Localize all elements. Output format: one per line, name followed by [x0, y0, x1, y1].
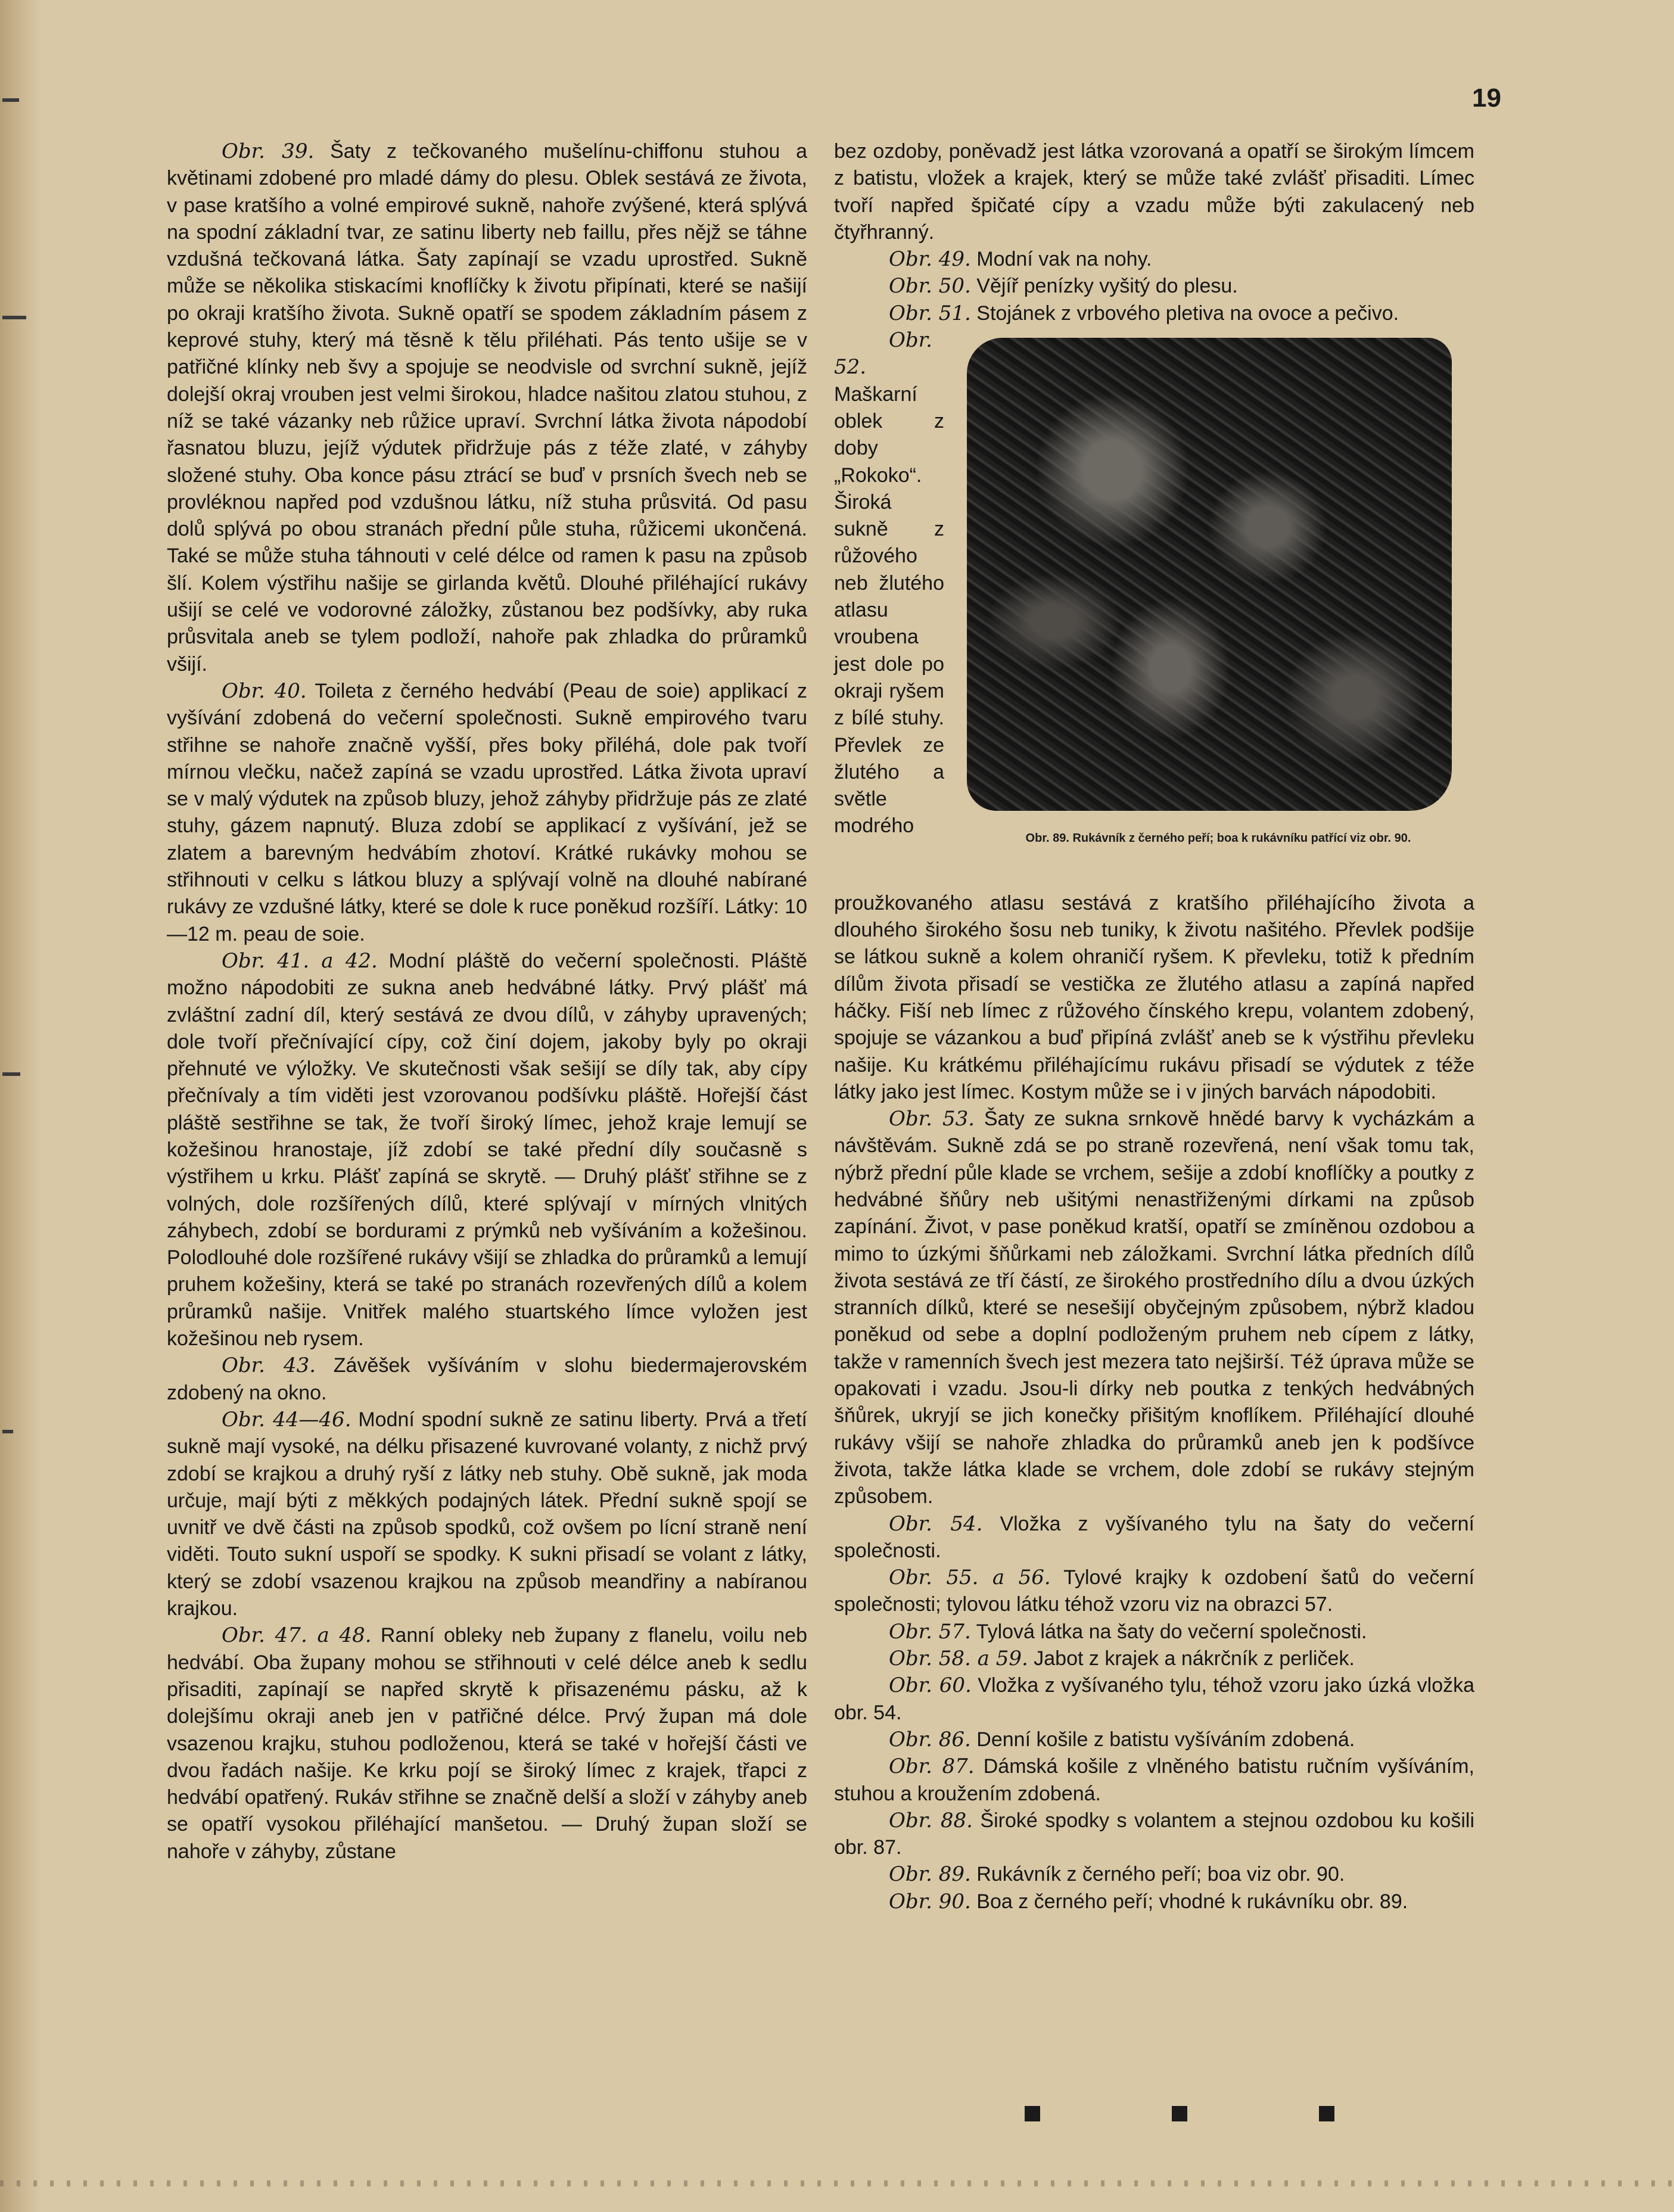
figure-reference: Obr. 87. — [889, 1754, 975, 1779]
square-ornament-icon — [1025, 2106, 1040, 2121]
figure-reference: Obr. 57. — [889, 1619, 971, 1644]
paragraph-obr-43 — [167, 1352, 807, 1407]
figure-reference: Obr. 40. — [222, 679, 307, 703]
square-ornament-icon — [1172, 2106, 1187, 2121]
left-column — [167, 138, 807, 1865]
paragraph-text: Vložka z vyšívaného tylu, téhož vzoru jako úzká vložka obr. 54. — [834, 1674, 1475, 1724]
paragraph-text: Tylové krajky k ozdobení šatů do večerní společnosti; tylovou látku téhož vzoru viz na obrazci 57. — [834, 1566, 1474, 1616]
figure-reference: Obr. 39. — [222, 139, 315, 163]
paragraph-obr-88 — [834, 1807, 1474, 1862]
paragraph-text: Tylová látka na šaty do večerní společnosti. — [970, 1620, 1367, 1643]
paragraph-text: Modní vak na nohy. — [970, 248, 1152, 271]
paragraph-text: Modní pláště do večerní společnosti. Pláště možno nápodobiti ze sukna aneb hedvábné látky. Prvý plášť má zvláštní zadní díl, který sestává ze dvou dílů, v záhyby upravených; dole tvoří přečnívající cípy, což činí dojem, jakoby byly po okraji přehnuté ve výložky. Ve skutečnosti však sešijí se díly tak, aby cípy přečnívaly a tím viděti jest vzorovanou podšívku pláště. Hořejší část pláště sestřihne se tak, že tvoří široký límec, jehož kraje lemují se kožešinou hranostaje, jíž zdobí se také přední díly současně s výstřihem u krku. Plášť zapíná se skrytě. — Druhý plášť střihne se z volných, dole rozšířených dílů, které splývají v mírných vlnitých záhybech, zdobí se bordurami z prýmků neb vyšíváním a kožešinou. Polodlouhé dole rozšířené rukávy všijí se zhladka do průramků a lemují pruhem kožešiny, která se také po stranách rozevřených dílů a kolem průramků našije. Vnitřek malého stuartského límce vyložen jest kožešinou neb rysem. — [167, 949, 807, 1351]
paragraph-text: Závěšek vyšíváním v slohu biedermajerovském zdobený na okno. — [167, 1354, 808, 1404]
paragraph-continued: bez ozdoby, poněvadž jest látka vzorovaná a opatří se širokým límcem z batistu, vložek a krajek, který se může také zvlášť přisaditi. Límec tvoří napřed špičaté cípy a vzadu může býti zakulacený neb čtyřhranný. — [834, 140, 1474, 244]
paragraph-obr-57 — [834, 1619, 1474, 1645]
paragraph-text: Modní spodní sukně ze satinu liberty. Prvá a třetí sukně mají vysoké, na délku přisazené kuvrované volanty, z nichž prvý zdobí se krajkou a druhý ryší z látky neb stuhy. Obě sukně, jak moda určuje, mají býti z měkkých podajných látek. Přední sukně spojí se uvnitř ve dvě části na způsob spodků, což ovšem po lícní straně není viděti. Touto sukní uspoří se spodky. K sukni přisadí se volant z látky, který se zdobí vsazenou krajkou na způsob meandřiny a nabíranou krajkou. — [167, 1408, 807, 1620]
paragraph-text: Boa z černého peří; vhodné k rukávníku obr. 89. — [970, 1890, 1408, 1913]
figure-reference: Obr. 41. a 42. — [222, 948, 378, 973]
figure-reference: Obr. 90. — [889, 1889, 971, 1914]
paragraph-obr-55-56 — [834, 1564, 1474, 1619]
paragraph-obr-89 — [834, 1861, 1474, 1888]
end-ornaments — [1025, 2106, 1334, 2121]
page-number: 19 — [1472, 83, 1501, 113]
figure-reference: Obr. 58. a 59. — [889, 1647, 1028, 1671]
paragraph-obr-49 — [834, 246, 1474, 273]
paragraph-obr-90 — [834, 1889, 1474, 1915]
paragraph-obr-86 — [834, 1726, 1474, 1753]
figure-reference: Obr. 60. — [889, 1673, 972, 1698]
figure-reference: Obr. 50. — [889, 274, 971, 298]
figure-reference: Obr. 52. — [834, 328, 932, 379]
figure-reference: Obr. 49. — [889, 247, 971, 272]
figure-reference: Obr. 88. — [889, 1808, 973, 1833]
paragraph-text: Šaty z tečkovaného mušelínu-chiffonu stuhou a květinami zdobené pro mladé dámy do plesu. Oblek sestává ze života, v pase kratšího a volné empirové sukně, nahoře zvýšené, která splývá na spodní základní tvar, ze satinu liberty neb faillu, přes nějž se táhne vzdušná tečkovaná látka. Šaty zapínají se vzadu uprostřed. Sukně může se několika stiskacími knoflíčky k životu připínati, které se našijí po okraji kratšího života. Sukně opatří se spodem základním pásem z keprové stuhy, který má těsně k tělu přiléhati. Pás tento ušije se v patřičné klínky neb švy a spojuje se neodvisle od svrchní sukně, jejíž dolejší okraj vrouben jest velmi širokou, hladce našitou zlatou stuhou, z níž se také vázanky neb růžice upraví. Svrchní látka života nápodobí řasnatou bluzu, jejíž výdutek přidržuje pás z téže zlaté, v záhyby složené stuhy. Oba konce pásu ztrácí se buď v prsních švech neb se provléknou napřed pod vzdušnou látku, níž stuha průsvitá. Od pasu dolů splývá po obou stranách přední půle stuha, růžicemi ukončená. Také se může stuha táhnouti v celé délce od ramen k pasu na způsob šlí. Kolem výstřihu našije se girlanda květů. Dlouhé přiléhající rukávy ušijí se celé ve vodorovné záložky, zůstanou bez podšívky, aby ruka průsvitala aneb se tylem podloží, nahoře pak zhladka do průramků všijí. — [167, 140, 808, 676]
figure-reference: Obr. 44—46. — [222, 1407, 351, 1432]
figure-reference: Obr. 47. a 48. — [222, 1623, 372, 1648]
paragraph-text: Ranní obleky neb župany z flanelu, voilu neb hedvábí. Oba župany mohou se střihnouti v celé délce aneb k sedlu přisaditi, zapínají se napřed skrytě k přisazenému pásku, až k dolejšímu okraji aneb jen v patřičné délce. Prvý župan má dole vsazenou krajku, stuhou podloženou, která se také v hořejší části ve dvou řadách našije. Ke krku pojí se široký límec z krajek, třapci z hedvábí opatřený. Rukáv střihne se značně delší a složí v záhyby aneb se opatří vysokou přiléhající manšetou. — Druhý župan složí se nahoře v záhyby, zůstane — [167, 1624, 807, 1863]
paragraph-obr-58-59 — [834, 1645, 1474, 1672]
paragraph-text: Vějíř penízky vyšitý do plesu. — [970, 275, 1238, 298]
figure-reference: Obr. 43. — [222, 1354, 316, 1378]
figure-89 — [962, 332, 1474, 880]
paragraph-obr-39 — [167, 138, 807, 678]
paragraph-text: Šaty ze sukna srnkově hnědé barvy k vycházkám a návštěvám. Sukně zdá se po straně rozevřená, není však tomu tak, nýbrž přední půle klade se vrchem, sešije a zdobí knoflíčky a poutky z hedvábné šňůry neb ušitými nenastřiženými dírkami na způsob zapínání. Život, v pase poněkud kratší, opatří se zmíněnou ozdobou a mimo to úzkými šňůrkami neb záložkami. Svrchní látka předních dílů života sestává ze tří částí, ze širokého prostředního dílu a dvou úzkých stranních dílků, které se nesešijí obyčejným způsobem, nýbrž kladou poněkud od sebe a doplní podloženým pruhem neb cípem z látky, takže v ramenních švech jest mezera tato nejširší. Též úprava může se opakovati i vzadu. Jsou-li dírky neb poutka z tenkých hedvábných šňůrek, ukryjí se jich konečky přišitým knoflíkem. Přiléhající dlouhé rukávy všijí se nahoře zhladka do průramků aneb jen k podšívce života, takže látka klade se vrchem, dole zdobí se rukávy stejným způsobem. — [834, 1107, 1474, 1508]
book-gutter — [0, 0, 42, 2212]
paragraph-obr-54 — [834, 1511, 1474, 1565]
paragraph-text: Denní košile z batistu vyšíváním zdobená. — [970, 1728, 1355, 1751]
figure-caption: Obr. 89. Rukávník z černého peří; boa k rukávníku patřící viz obr. 90. — [1025, 832, 1411, 845]
paragraph-obr-51 — [834, 300, 1474, 327]
paragraph-text: Jabot z krajek a nákrčník z perliček. — [1028, 1647, 1355, 1670]
feather-muff-photo — [967, 338, 1452, 811]
figure-reference: Obr. 54. — [889, 1511, 983, 1536]
scan-edge — [0, 2180, 1674, 2186]
figure-reference: Obr. 86. — [889, 1727, 971, 1751]
square-ornament-icon — [1319, 2106, 1334, 2121]
paragraph-obr-87 — [834, 1753, 1474, 1807]
paragraph-obr-50 — [834, 273, 1474, 300]
figure-reference: Obr. 55. a 56. — [889, 1566, 1051, 1590]
margin-mark — [2, 1430, 13, 1433]
figure-reference: Obr. 89. — [889, 1862, 971, 1887]
margin-mark — [2, 98, 19, 102]
paragraph-obr-53 — [834, 1106, 1474, 1510]
paragraph-text: Maškarní oblek z doby „Rokoko“. Široká sukně z růžového neb žlutého atlasu vroubena jest dole po okraji ryšem z bílé stuhy. Převlek ze žlutého a světle modrého proužkovaného atlasu sestává z kratšího přiléhajícího života a dlouhého širokého šosu neb tuniky, k životu našitého. Převlek podšije se látkou sukně a kolem ohraničí ryšem. K převleku, totiž k předním dílům života přisadí se vestička ze žlutého atlasu a zapíná napřed háčky. Fiší neb límec z růžového čínského krepu, volantem zdobený, spojuje se vázankou a buď připíná zvlášť aneb se k výstřihu převleku našije. Ku krátkému přiléhajícímu rukávu přisadí se výdutek z téže látky jako jest límec. Kostym může se i v jiných barvách nápodobiti. — [834, 382, 1474, 1103]
paragraph-text: Široké spodky s volantem a stejnou ozdobou ku košili obr. 87. — [834, 1809, 1474, 1859]
paragraph-text: Stojánek z vrbového pletiva na ovoce a pečivo. — [970, 301, 1399, 325]
paragraph-obr-40 — [167, 678, 807, 948]
paragraph-obr-60 — [834, 1672, 1474, 1726]
paragraph-text: Vložka z vyšívaného tylu na šaty do večerní společnosti. — [834, 1512, 1475, 1562]
paragraph-text: Dámská košile z vlněného batistu ručním vyšíváním, stuhou a kroužením zdobená. — [834, 1755, 1474, 1805]
paragraph-text: Rukávník z černého peří; boa viz obr. 90. — [970, 1863, 1345, 1886]
figure-reference: Obr. 51. — [889, 301, 971, 325]
paragraph-obr-41-42 — [167, 948, 807, 1352]
paragraph-obr-47-48 — [167, 1622, 807, 1865]
margin-mark — [2, 1072, 20, 1076]
figure-reference: Obr. 53. — [889, 1107, 975, 1131]
paragraph-text: Toileta z černého hedvábí (Peau de soie) applikací z vyšívání zdobená do večerní společnosti. Sukně empirového tvaru střihne se nahoře značně vyšší, přes boky přiléhá, dole pak tvoří mírnou vlečku, načež zapíná se vzadu uprostřed. Látka života upraví se v malý výdutek na způsob bluzy, jehož záhyby přidržuje pás ze zlaté stuhy, gázem napnutý. Bluza zdobí se applikací z vyšívání, jež se zlatem a barevným hedvábím zhotoví. Krátké rukávky mohou se střihnouti v celku s látkou bluzy a splývají volně na dlouhé nabírané rukávy ze vzdušné látky, které se dole k ruce poněkud rozšíří. Látky: 10—12 m. peau de soie. — [167, 679, 808, 945]
margin-mark — [2, 316, 26, 319]
paragraph-obr-44-46 — [167, 1407, 807, 1622]
right-column — [834, 138, 1474, 1915]
